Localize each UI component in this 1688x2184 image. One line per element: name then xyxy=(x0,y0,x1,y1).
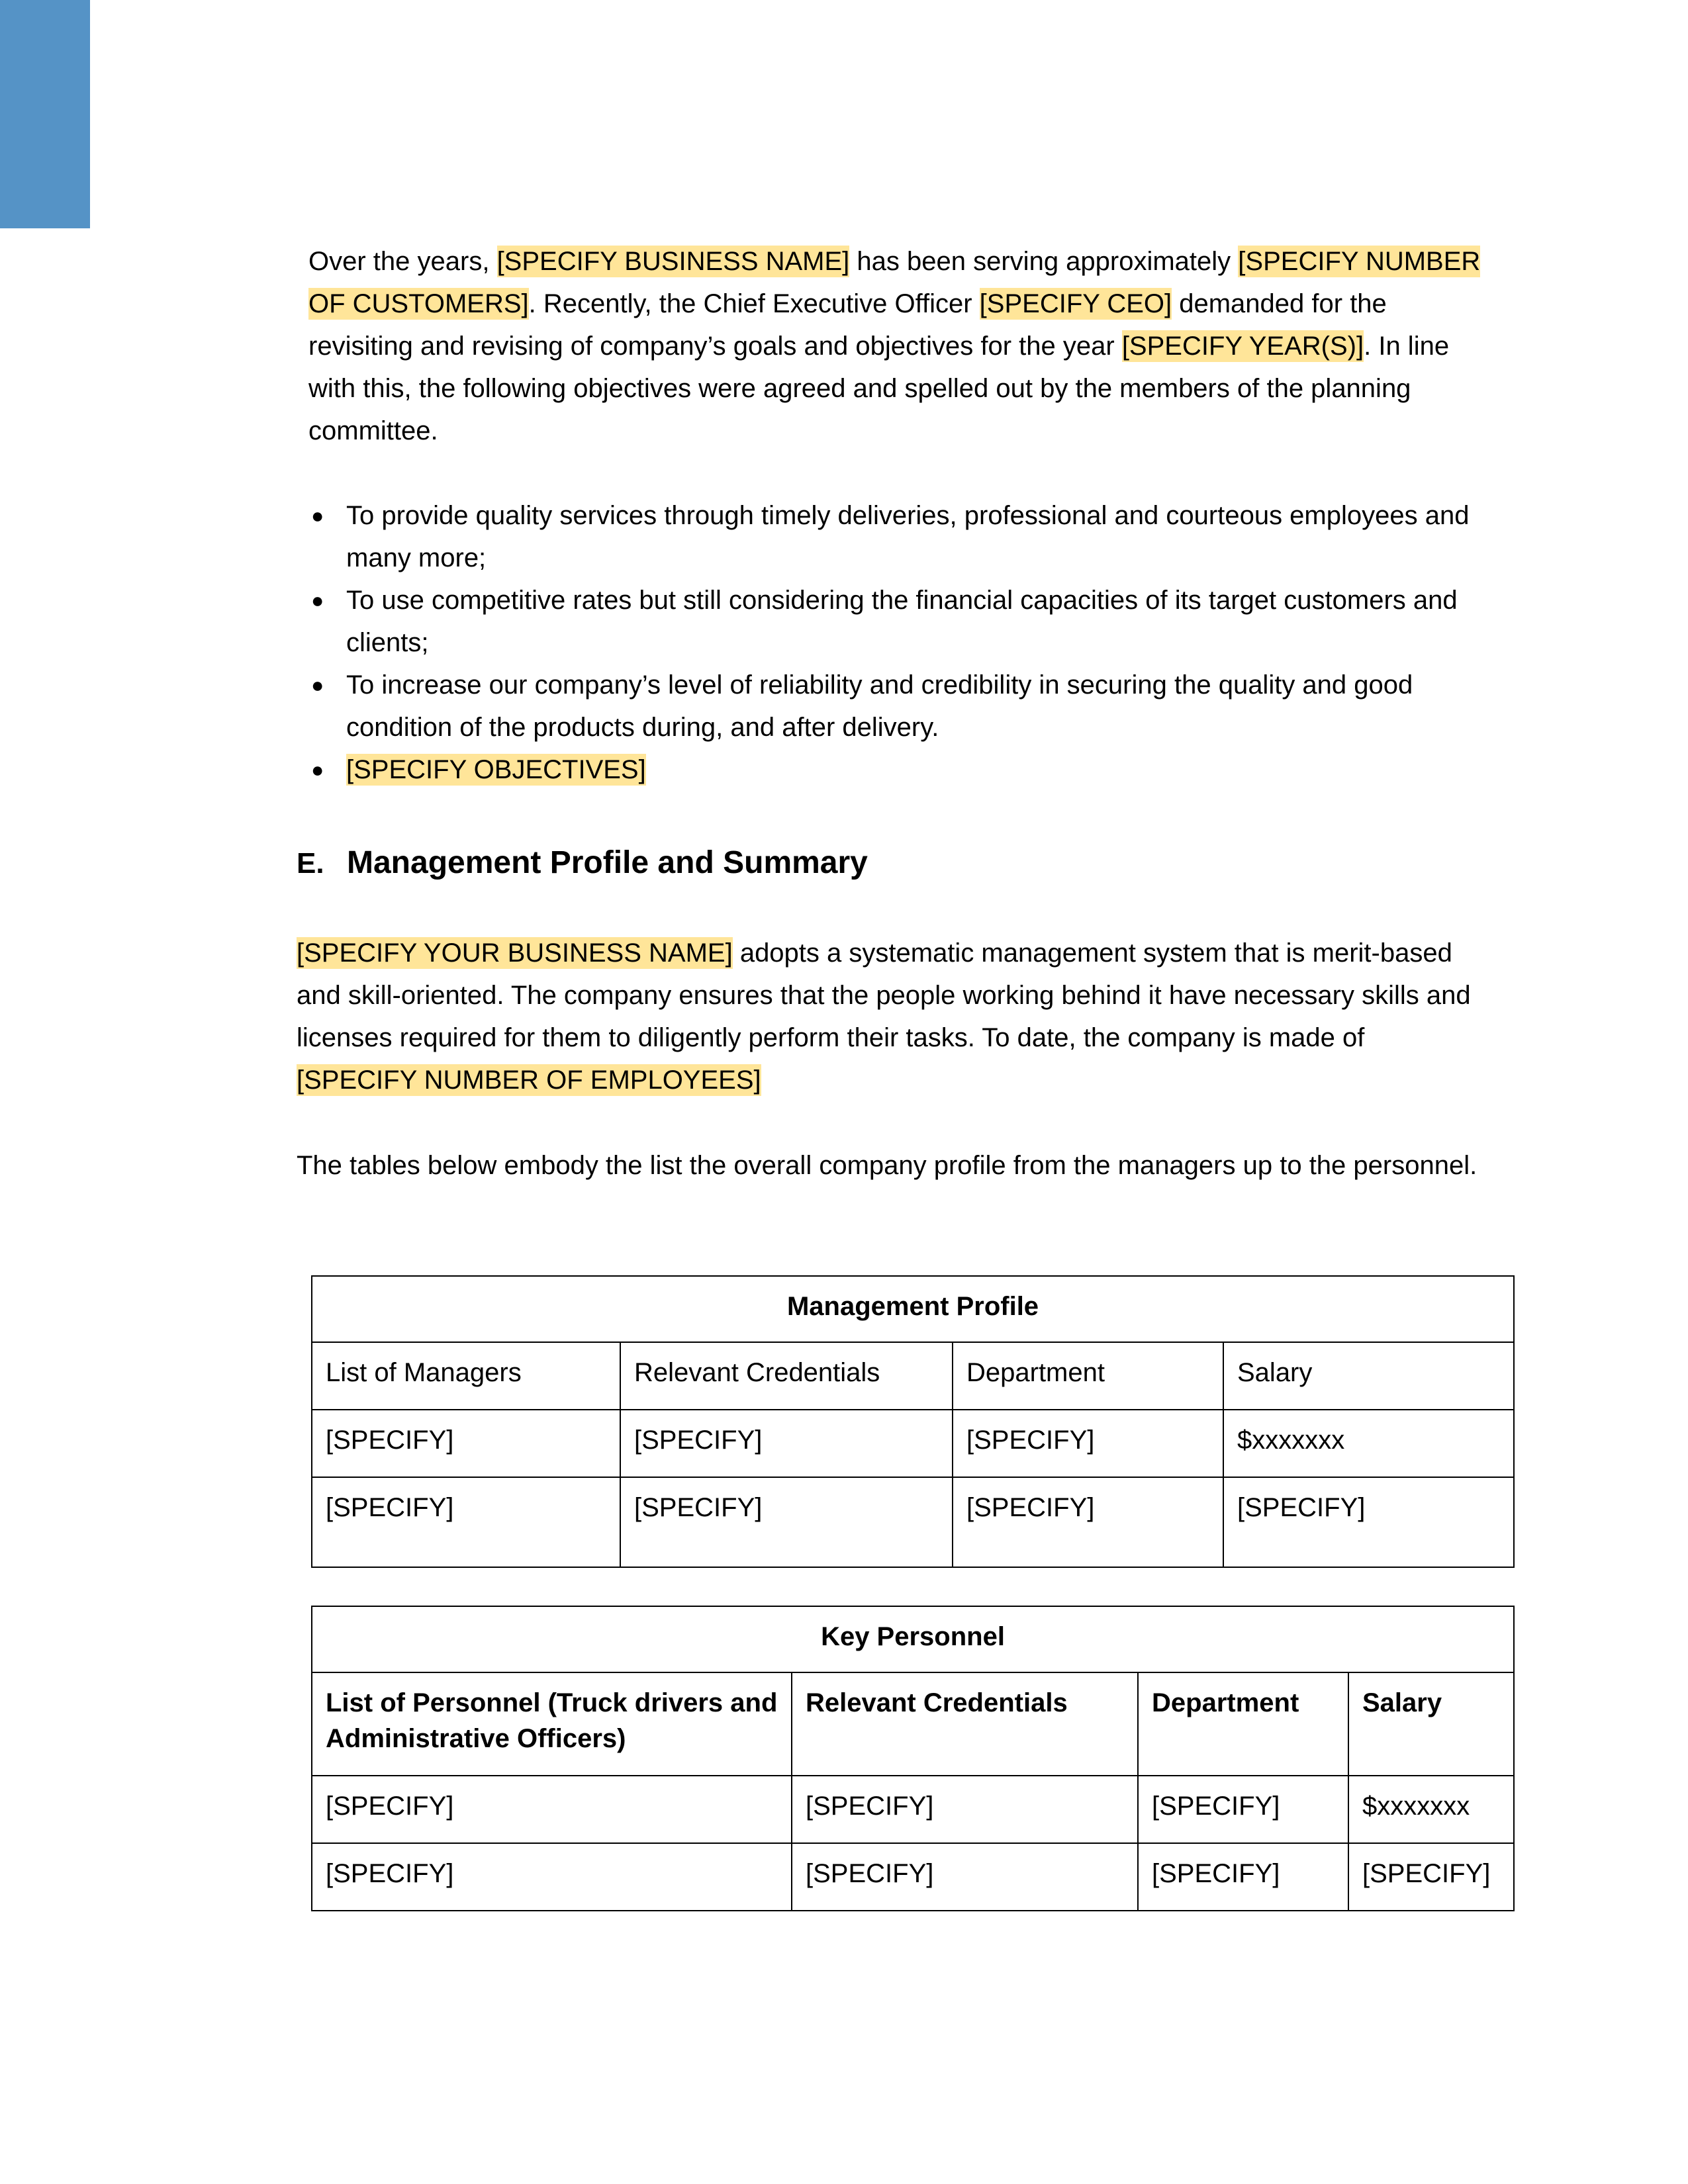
table-cell: [SPECIFY] xyxy=(312,1410,620,1477)
list-item xyxy=(308,749,1493,791)
column-header: Relevant Credentials xyxy=(792,1672,1138,1776)
corner-color-block xyxy=(0,0,90,228)
intro-text-3: . Recently, the Chief Executive Officer xyxy=(528,289,980,318)
tables-intro-paragraph: The tables below embody the list the overall company profile from the managers up to the personnel. xyxy=(297,1151,1477,1180)
objective-text: To use competitive rates but still considering the financial capacities of its target customers and clients; xyxy=(346,586,1458,657)
section-title: Management Profile and Summary xyxy=(347,845,868,880)
bullet-icon: ● xyxy=(311,504,324,527)
column-header: Salary xyxy=(1223,1342,1514,1410)
table-cell: [SPECIFY] xyxy=(792,1843,1138,1911)
table-caption: Management Profile xyxy=(312,1276,1514,1342)
placeholder-number-of-customers: [SPECIFY NUMBER OF CUSTOMERS] xyxy=(308,247,1481,318)
placeholder-years: [SPECIFY YEAR(S)] xyxy=(1121,332,1364,361)
bullet-icon: ● xyxy=(311,758,324,782)
table-cell: [SPECIFY] xyxy=(620,1410,953,1477)
bullet-icon: ● xyxy=(311,673,324,697)
objective-text: To provide quality services through timely deliveries, professional and courteous employees and many more; xyxy=(346,501,1470,572)
bullet-icon: ● xyxy=(311,588,324,612)
column-header: List of Personnel (Truck drivers and Administrative Officers) xyxy=(312,1672,792,1776)
table-cell: [SPECIFY] xyxy=(1138,1776,1348,1843)
column-header: List of Managers xyxy=(312,1342,620,1410)
column-header: Department xyxy=(1138,1672,1348,1776)
intro-text-5: . In line with this, the following objectives were agreed and spelled out by the members of the planning committee. xyxy=(308,332,1450,445)
objective-text: To increase our company’s level of reliability and credibility in securing the quality and good condition of the products during, and after delivery. xyxy=(346,670,1413,742)
table-cell: [SPECIFY] xyxy=(1223,1477,1514,1567)
management-paragraph xyxy=(297,932,1488,1101)
list-item xyxy=(308,494,1493,579)
section-letter: E. xyxy=(297,847,324,880)
placeholder-your-business-name: [SPECIFY YOUR BUSINESS NAME] xyxy=(297,938,733,968)
placeholder-number-of-employees: [SPECIFY NUMBER OF EMPLOYEES] xyxy=(297,1066,761,1095)
column-header: Relevant Credentials xyxy=(620,1342,953,1410)
table-header-row xyxy=(312,1342,1514,1410)
column-header: Department xyxy=(953,1342,1223,1410)
table-cell: [SPECIFY] xyxy=(312,1477,620,1567)
placeholder-objectives: [SPECIFY OBJECTIVES] xyxy=(346,755,646,784)
table-row xyxy=(312,1410,1514,1477)
table-cell: [SPECIFY] xyxy=(312,1843,792,1911)
table-cell: $xxxxxxx xyxy=(1223,1410,1514,1477)
column-header: Salary xyxy=(1348,1672,1514,1776)
management-text: adopts a systematic management system that is merit-based and skill-oriented. The company ensures that the people working behind it have necessary skills and licenses required for them to diligently perform their tasks. To date, the company is made of xyxy=(297,938,1471,1052)
table-cell: [SPECIFY] xyxy=(953,1410,1223,1477)
section-heading xyxy=(297,842,868,885)
intro-text-2: has been serving approximately xyxy=(849,247,1239,276)
table-row xyxy=(312,1843,1514,1911)
table-header-row xyxy=(312,1672,1514,1776)
table-cell: $xxxxxxx xyxy=(1348,1776,1514,1843)
table-cell: [SPECIFY] xyxy=(312,1776,792,1843)
table-caption: Key Personnel xyxy=(312,1606,1514,1672)
key-personnel-table xyxy=(311,1606,1515,1911)
table-cell: [SPECIFY] xyxy=(620,1477,953,1567)
intro-text-1: Over the years, xyxy=(308,247,497,276)
table-cell: [SPECIFY] xyxy=(953,1477,1223,1567)
placeholder-business-name: [SPECIFY BUSINESS NAME] xyxy=(496,247,850,276)
placeholder-ceo: [SPECIFY CEO] xyxy=(979,289,1172,318)
list-item xyxy=(308,664,1493,749)
table-row xyxy=(312,1477,1514,1567)
objectives-list xyxy=(308,494,1493,791)
list-item xyxy=(308,579,1493,664)
table-cell: [SPECIFY] xyxy=(1138,1843,1348,1911)
table-cell: [SPECIFY] xyxy=(792,1776,1138,1843)
intro-text-4: demanded for the revisiting and revising of company’s goals and objectives for the year xyxy=(308,289,1387,361)
table-row xyxy=(312,1776,1514,1843)
intro-paragraph xyxy=(308,240,1493,452)
table-cell: [SPECIFY] xyxy=(1348,1843,1514,1911)
management-profile-table xyxy=(311,1275,1515,1568)
